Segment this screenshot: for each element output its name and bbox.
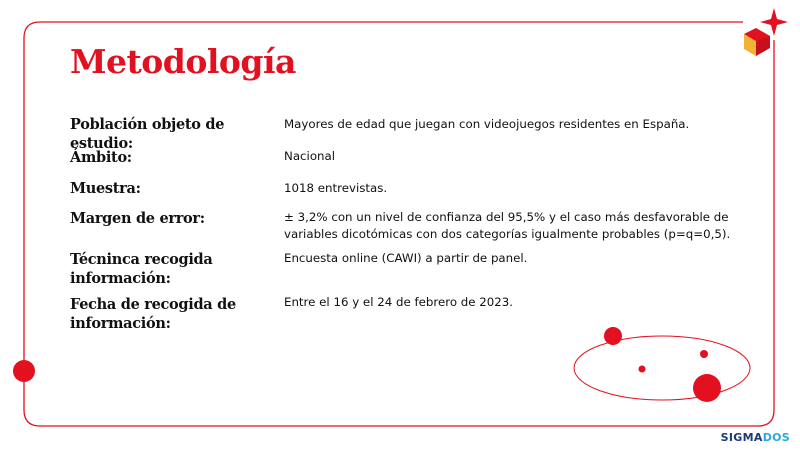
- value-fecha: Entre el 16 y el 24 de febrero de 2023.: [284, 295, 514, 309]
- orbit-dot-large: [604, 327, 622, 345]
- orbit-dot-small: [700, 350, 708, 358]
- frame-dot: [13, 360, 35, 382]
- brand-logo: [721, 431, 790, 444]
- brand-logo-part2: DOS: [762, 431, 790, 444]
- label-muestra: Muestra:: [70, 180, 141, 197]
- label-poblacion: Población objeto de estudio:: [70, 116, 225, 152]
- cube-logo-icon: [744, 28, 770, 56]
- page-title: Metodología: [70, 42, 296, 81]
- label-fecha: Fecha de recogida de información:: [70, 296, 236, 332]
- orbit-dot-tiny: [639, 366, 646, 373]
- brand-logo-part1: SIGMA: [720, 431, 763, 444]
- orbit-dot-big: [693, 374, 721, 402]
- label-ambito: Ámbito:: [70, 149, 132, 166]
- sparkle-star-icon: [760, 8, 788, 36]
- label-tecnica: Técninca recogida información:: [70, 251, 213, 287]
- value-muestra: 1018 entrevistas.: [284, 181, 388, 195]
- value-poblacion: Mayores de edad que juegan con videojuegos residentes en España.: [284, 117, 690, 131]
- value-margen-error: ± 3,2% con un nivel de confianza del 95,5% y el caso más desfavorable de variables dicotómicas con dos categorías igualmente probables (p=q=0,5).: [284, 210, 731, 241]
- label-margen-error: Margen de error:: [70, 210, 205, 227]
- orbit-ellipse: [574, 336, 750, 400]
- value-ambito: Nacional: [284, 149, 336, 163]
- value-tecnica: Encuesta online (CAWI) a partir de panel.: [284, 251, 528, 265]
